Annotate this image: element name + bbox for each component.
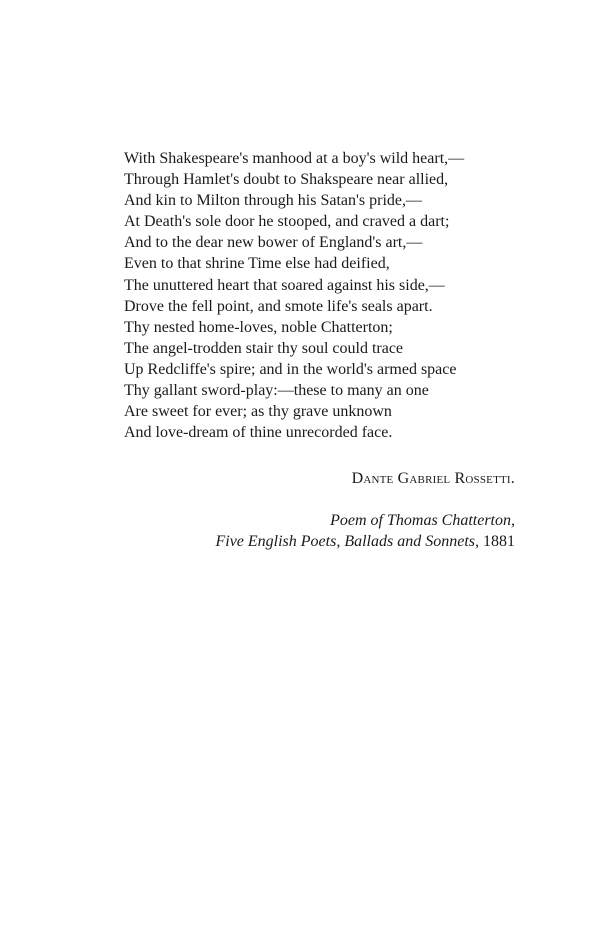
poem-line: Up Redcliffe's spire; and in the world's armed space <box>124 360 457 378</box>
poem-line: At Death's sole door he stooped, and craved a dart; <box>124 213 450 231</box>
poem-line: And to the dear new bower of England's art,— <box>124 234 423 252</box>
poem-line: And kin to Milton through his Satan's pride,— <box>124 192 422 210</box>
source-title: Poem of Thomas Chatterton, <box>330 512 515 529</box>
poem-line: The unuttered heart that soared against his side,— <box>124 276 445 294</box>
poem <box>124 148 524 443</box>
poem-line: Thy gallant sword-play:—these to many an one <box>124 382 429 400</box>
author-signature: Dante Gabriel Rossetti. <box>351 470 515 487</box>
poem-line: With Shakespeare's manhood at a boy's wild heart,— <box>124 150 465 167</box>
poem-line: Are sweet for ever; as thy grave unknown <box>124 403 392 421</box>
source-collection-line <box>215 531 515 552</box>
poem-line: Drove the fell point, and smote life's seals apart. <box>124 297 433 315</box>
poem-line: Even to that shrine Time else had deified, <box>124 255 390 273</box>
poem-line: The angel-trodden stair thy soul could trace <box>124 339 404 357</box>
poem-line: Through Hamlet's doubt to Shakspeare near allied, <box>124 171 449 189</box>
poem-line: And love-dream of thine unrecorded face. <box>124 424 393 442</box>
source-collection: Five English Poets, Ballads and Sonnets, <box>215 533 479 550</box>
source-citation <box>215 510 515 552</box>
source-year: 1881 <box>483 533 515 550</box>
poem-line: Thy nested home-loves, noble Chatterton; <box>124 318 393 336</box>
